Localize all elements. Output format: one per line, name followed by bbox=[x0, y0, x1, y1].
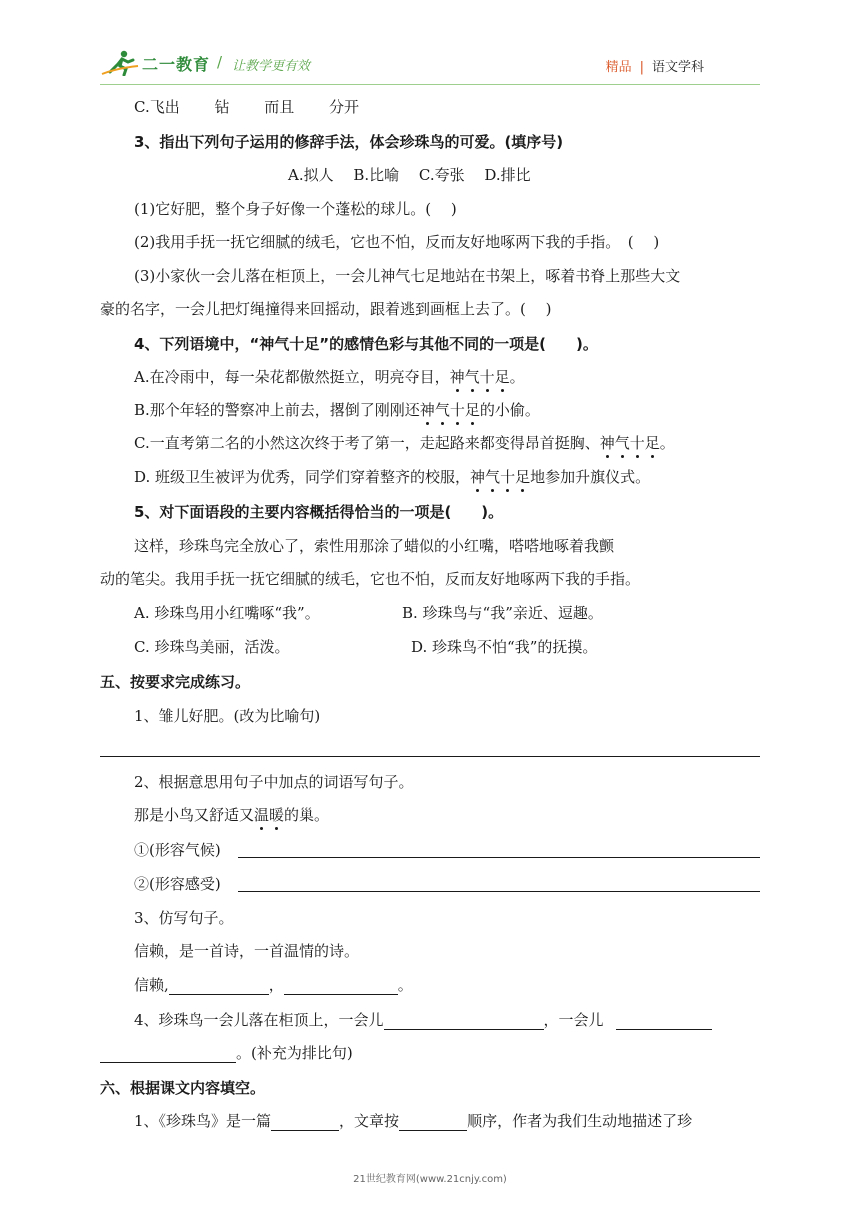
q4-d-end: 地参加升旗仪式。 bbox=[530, 468, 651, 486]
dotted-char: 温 bbox=[254, 806, 270, 824]
s54-a: 4、珍珠鸟一会儿落在柜顶上，一会儿 bbox=[134, 1011, 384, 1029]
question-4-option-d bbox=[134, 467, 650, 487]
blank-4[interactable] bbox=[616, 1014, 712, 1030]
blank-5[interactable] bbox=[100, 1047, 236, 1063]
dotted-char: 神 bbox=[599, 434, 615, 452]
question-4: 4、下列语境中，“神气十足”的感情色彩与其他不同的一项是( )。 bbox=[134, 335, 598, 353]
runner-logo-icon bbox=[100, 50, 140, 76]
dotted-char: 足 bbox=[644, 434, 660, 452]
q4-b-end: 的小偷。 bbox=[479, 401, 540, 419]
page-footer: 21世纪教育网(www.21cnjy.com) bbox=[353, 1174, 507, 1185]
option-c-line: C.飞出 钻 而且 分开 bbox=[134, 98, 360, 116]
question-3-item-1: (1)它好肥，整个身子好像一个蓬松的球儿。( ) bbox=[134, 200, 457, 218]
q4-d-text: D. 班级卫生被评为优秀，同学们穿着整齐的校服， bbox=[134, 468, 471, 486]
question-5-option-d: D. 珍珠鸟不怕“我”的抚摸。 bbox=[411, 638, 598, 656]
blank-6[interactable] bbox=[271, 1115, 339, 1131]
dotted-char: 气 bbox=[434, 401, 450, 419]
section-5-item-2-i: ①(形容气候) bbox=[134, 841, 221, 859]
s53-b: ， bbox=[268, 976, 284, 994]
s52-text: 那是小鸟又舒适又 bbox=[134, 806, 255, 824]
section-5-item-3-fill bbox=[134, 975, 413, 995]
question-5-passage-1: 这样，珍珠鸟完全放心了，索性用那涂了蜡似的小红嘴，嗒嗒地啄着我颤 bbox=[134, 537, 615, 555]
section-5-item-2-sentence bbox=[134, 805, 329, 825]
question-4-option-a bbox=[134, 367, 525, 387]
s53-a: 信赖, bbox=[134, 976, 169, 994]
question-5-passage-2: 动的笔尖。我用手抚一抚它细腻的绒毛，它也不怕，反而友好地啄两下我的手指。 bbox=[100, 570, 641, 588]
page-header bbox=[100, 38, 760, 88]
section-5-item-4-cont bbox=[100, 1043, 353, 1063]
blank-1[interactable] bbox=[169, 979, 269, 995]
question-5: 5、对下面语段的主要内容概括得恰当的一项是( )。 bbox=[134, 503, 504, 521]
s61-a: 1、《珍珠鸟》是一篇 bbox=[134, 1112, 272, 1130]
section-6-item-1 bbox=[134, 1111, 692, 1131]
answer-line-1[interactable] bbox=[100, 756, 760, 757]
answer-line-2i[interactable] bbox=[238, 857, 760, 858]
q4-c-text: C.一直考第二名的小然这次终于考了第一，走起路来都变得昂首挺胸、 bbox=[134, 434, 600, 452]
s54-b: ，一会儿 bbox=[543, 1011, 604, 1029]
question-4-option-b bbox=[134, 400, 540, 420]
section-5-title: 五、按要求完成练习。 bbox=[100, 673, 251, 691]
section-5-item-4 bbox=[134, 1010, 712, 1030]
dotted-char: 十 bbox=[500, 468, 516, 486]
answer-line-2ii[interactable] bbox=[238, 891, 760, 892]
blank-2[interactable] bbox=[284, 979, 398, 995]
question-5-option-b: B. 珍珠鸟与“我”亲近、逗趣。 bbox=[402, 604, 603, 622]
question-3-item-3a: (3)小家伙一会儿落在柜顶上，一会儿神气七足地站在书架上，啄着书脊上那些大文 bbox=[134, 267, 681, 285]
question-3-item-3b: 豪的名字，一会儿把灯绳撞得来回摇动，跟着逃到画框上去了。( ) bbox=[100, 300, 552, 318]
slogan: 让教学更有效 bbox=[232, 59, 311, 74]
blank-3[interactable] bbox=[384, 1014, 544, 1030]
section-5-item-2: 2、根据意思用句子中加点的词语写句子。 bbox=[134, 773, 414, 791]
s61-c: 顺序，作者为我们生动地描述了珍 bbox=[467, 1112, 693, 1130]
quality-badge: 精品 bbox=[605, 60, 632, 75]
header-right bbox=[606, 56, 704, 75]
dotted-char: 神 bbox=[470, 468, 486, 486]
dotted-char: 足 bbox=[464, 401, 480, 419]
q4-b-text: B.那个年轻的警察冲上前去，撂倒了刚刚还 bbox=[134, 401, 420, 419]
dotted-char: 足 bbox=[515, 468, 531, 486]
section-5-item-3-example: 信赖，是一首诗，一首温情的诗。 bbox=[134, 942, 360, 960]
s54-c: 。(补充为排比句) bbox=[236, 1044, 353, 1062]
q4-c-end: 。 bbox=[659, 434, 675, 452]
question-3: 3、指出下列句子运用的修辞手法，体会珍珠鸟的可爱。(填序号) bbox=[134, 133, 564, 151]
dotted-char: 气 bbox=[614, 434, 630, 452]
dotted-char: 足 bbox=[494, 368, 510, 386]
dotted-char: 神 bbox=[449, 368, 465, 386]
dotted-char: 十 bbox=[629, 434, 645, 452]
logo-text: 二一教育 bbox=[142, 54, 211, 74]
blank-7[interactable] bbox=[399, 1115, 467, 1131]
section-5-item-1: 1、雏儿好肥。(改为比喻句) bbox=[134, 707, 321, 725]
question-5-option-c: C. 珍珠鸟美丽，活泼。 bbox=[134, 638, 290, 656]
dotted-char: 十 bbox=[449, 401, 465, 419]
dotted-char: 气 bbox=[485, 468, 501, 486]
dotted-char: 神 bbox=[419, 401, 435, 419]
question-3-item-2: (2)我用手抚一抚它细腻的绒毛，它也不怕，反而友好地啄两下我的手指。 ( ) bbox=[134, 233, 660, 251]
q4-a-text: A.在冷雨中，每一朵花都傲然挺立，明亮夺目， bbox=[134, 368, 450, 386]
dotted-char: 十 bbox=[479, 368, 495, 386]
dotted-char: 气 bbox=[464, 368, 480, 386]
header-separator: | bbox=[639, 60, 644, 75]
q4-a-end: 。 bbox=[509, 368, 525, 386]
header-slash: / bbox=[217, 53, 223, 71]
s52-end: 的巢。 bbox=[284, 806, 330, 824]
question-4-option-c bbox=[134, 433, 675, 453]
dotted-char: 暖 bbox=[269, 806, 285, 824]
logo bbox=[100, 50, 210, 76]
section-6-title: 六、根据课文内容填空。 bbox=[100, 1079, 266, 1097]
section-5-item-3: 3、仿写句子。 bbox=[134, 909, 234, 927]
s61-b: ，文章按 bbox=[339, 1112, 400, 1130]
s53-c: 。 bbox=[397, 976, 413, 994]
question-5-option-a: A. 珍珠鸟用小红嘴啄“我”。 bbox=[134, 604, 320, 622]
header-divider bbox=[100, 84, 760, 85]
section-5-item-2-ii: ②(形容感受) bbox=[134, 875, 221, 893]
subject-label: 语文学科 bbox=[651, 60, 704, 75]
question-3-options: A.拟人 B.比喻 C.夸张 D.排比 bbox=[288, 166, 531, 184]
